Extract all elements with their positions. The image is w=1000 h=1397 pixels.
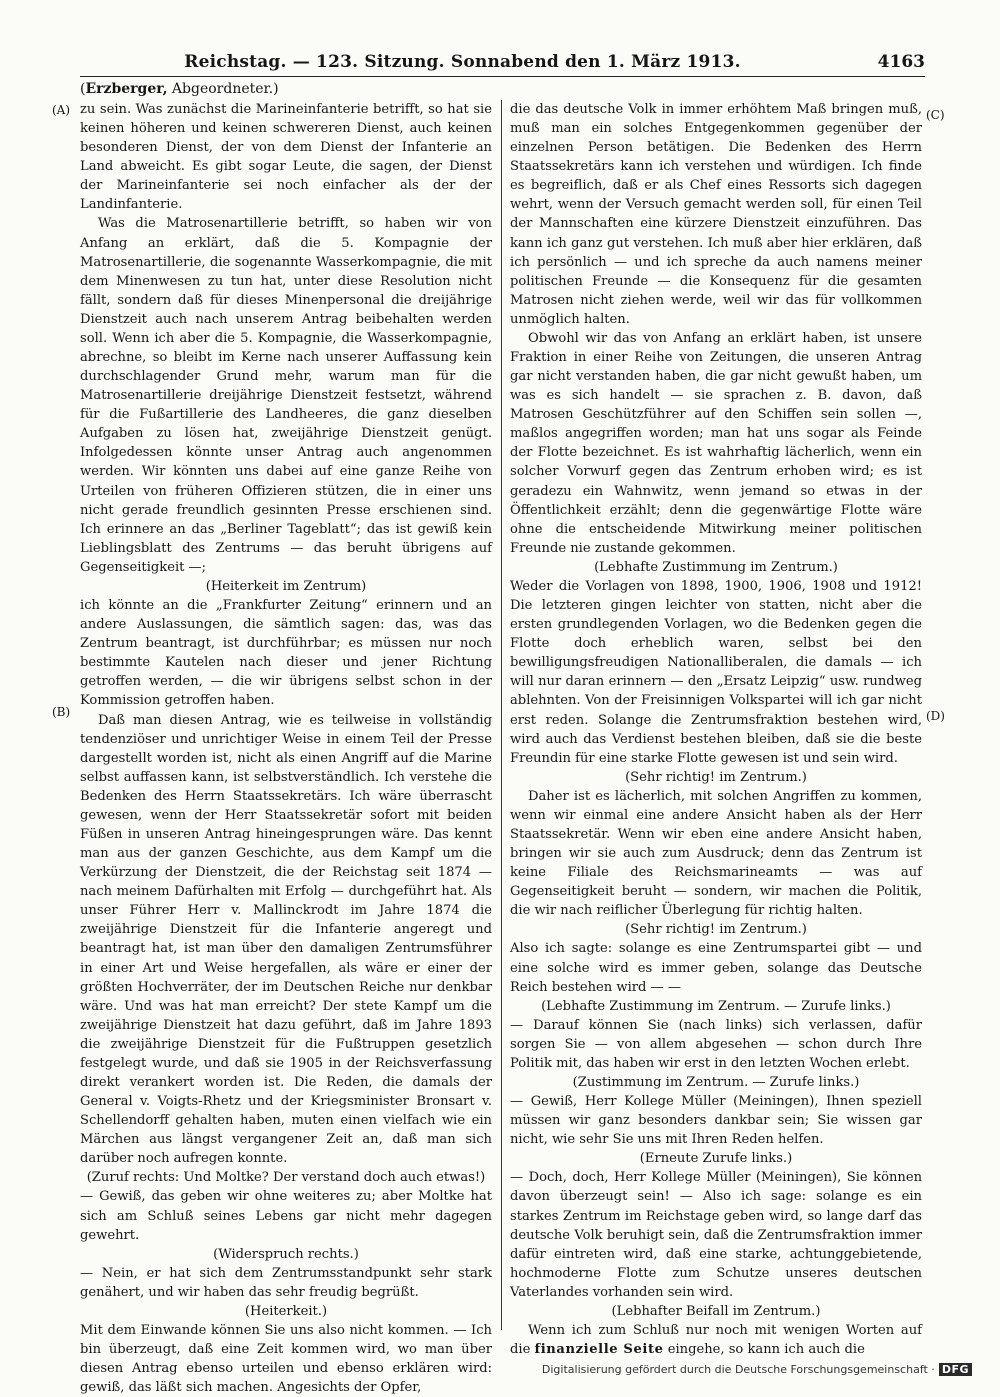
left-column: [80, 100, 492, 1396]
digitization-credit: [542, 1363, 972, 1376]
running-head: Reichstag. — 123. Sitzung. Sonnabend den 1. März 1913.: [184, 52, 741, 72]
paragraph: [510, 939, 922, 996]
paragraph: [510, 329, 922, 558]
margin-mark-b: (B): [52, 705, 71, 719]
interjection: [510, 768, 922, 787]
paragraph: [80, 596, 492, 710]
paragraph-text: (Zuruf rechts: Und Moltke? Der verstand doch auch etwas!): [86, 1170, 486, 1186]
page-number: 4163: [877, 52, 925, 72]
interjection: [510, 1302, 922, 1321]
paragraph: [510, 1321, 922, 1359]
paragraph-text: Obwohl wir das von Anfang an erklärt haben, ist unsere Fraktion in einer Reihe von Zeitungen, die unseren Antrag gar nicht verstanden haben, die gar nicht gewußt haben, um was es sich handelt — sie sprachen z. B. davon, daß Matrosen Geschützführer auf den Schiffen sein sollen —, maßlos angegriffen worden; man hat uns sogar als Feinde der Flotte bezeichnet. Es ist wahrhaftig lächerlich, wenn ein solcher Vorwurf gegen das Zentrum erhoben wird; es ist geradezu ein Wahnwitz, wenn jemand so etwas in der Öffentlichkeit erzählt; denn die gegenwärtige Flotte wäre ohne die entscheidende Mitwirkung meiner politischen Freunde nie zustande gekommen.: [510, 330, 922, 556]
paragraph-text: (Erneute Zurufe links.): [639, 1151, 793, 1167]
paragraph-text: zu sein. Was zunächst die Marineinfanterie betrifft, so hat sie keinen höheren und keinen schwereren Dienst, auch keinen besonderen Dienst, der von dem Dienst der Infanterie an Land abweicht. Es gibt sogar Leute, die sagen, der Dienst der Marineinfanterie sei noch einfacher als der der Landinfanterie.: [80, 102, 492, 213]
paragraph: [80, 1187, 492, 1244]
paragraph-text: Mit dem Einwande können Sie uns also nicht kommen. — Ich bin überzeugt, daß eine Zeit kommen wird, wo man über diesen Antrag ebenso urteilen und ebenso erklären wird: gewiß, das läßt sich machen. Angesichts der Opfer,: [80, 1323, 492, 1396]
paragraph-text-after: eingehe, so kann ich auch die: [663, 1342, 865, 1358]
paragraph: [510, 1092, 922, 1149]
margin-mark-c: (C): [926, 108, 945, 122]
paragraph-text: — Doch, doch, Herr Kollege Müller (Meiningen), Sie können davon überzeugt sein! — Also ich sage: solange es ein starkes Zentrum im Reichstage geben wird, so lange darf das deutsche Volk beruhigt sein, daß die Zentrumsfraktion immer dafür eintreten wird, daß eine starke, achtunggebietende, hochmoderne Flotte zum Schutze unseres deutschen Vaterlandes vorhanden sein wird.: [510, 1170, 922, 1300]
paragraph-text: (Sehr richtig! im Zentrum.): [625, 769, 807, 785]
paragraph: [80, 1321, 492, 1397]
paragraph-text: — Darauf können Sie (nach links) sich verlassen, dafür sorgen Sie — von allem abgesehen — schon durch Ihre Politik mit, das haben wir erst in den letzten Wochen erlebt.: [510, 1017, 922, 1071]
paragraph-text: (Lebhafte Zustimmung im Zentrum. — Zurufe links.): [541, 998, 891, 1014]
paragraph-text: Weder die Vorlagen von 1898, 1900, 1906, 1908 und 1912! Die letzteren gingen leichter von statten, nicht aber die ersten grundlegenden Vorlagen, wo die Bedenken gegen die Flotte doch erheblich waren, selbst bei den bewilligungsfreudigen Nationalliberalen, die damals — ich will nur daran erinnern — den „Ersatz Leipzig“ usw. rundweg ablehnten. Von der Freisinnigen Volkspartei will ich gar nicht erst reden. Solange die Zentrumsfraktion bestehen wird, wird auch das Verdienst bestehen bleiben, daß sie die beste Freundin für eine starke Flotte gewesen ist und sein wird.: [510, 578, 922, 766]
paragraph-text: die das deutsche Volk in immer erhöhtem Maß bringen muß, muß man ein solches Entgegenkommen gegenüber der einzelnen Person betätigen. Die Bedenken des Herrn Staatssekretärs kann ich verstehen und würdigen. Ich finde es begreiflich, daß er als Chef eines Ressorts sich dagegen wehrt, wenn der Versuch gemacht werden soll, für einen Teil der Mannschaften eine kürzere Dienstzeit einzuführen. Das kann ich ganz gut verstehen. Ich muß aber hier erklären, daß ich persönlich — und ich spreche da auch namens meiner politischen Freunde — die Konsequenz für die gesamten Matrosen nicht ziehen werde, weil wir das für vollkommen unmöglich halten.: [510, 102, 922, 327]
paragraph-text: Also ich sagte: solange es eine Zentrumspartei gibt — und eine solche wird es immer geben, solange das Deutsche Reich bestehen wird — —: [510, 941, 922, 995]
paragraph-text: — Nein, er hat sich dem Zentrumsstandpunkt sehr stark genähert, und wir haben das sehr freudig begrüßt.: [80, 1265, 492, 1300]
speaker-line: [80, 81, 279, 97]
paragraph: [510, 577, 922, 768]
margin-mark-a: (A): [52, 103, 71, 117]
speaker-role: Abgeordneter.): [167, 81, 279, 97]
paragraph-text: — Gewiß, das geben wir ohne weiteres zu; aber Moltke hat sich am Schluß seines Lebens gar nicht mehr dagegen gewehrt.: [80, 1189, 492, 1243]
paragraph: [510, 1016, 922, 1073]
interjection: [510, 997, 922, 1016]
interjection: [80, 1245, 492, 1264]
paragraph-text: (Lebhafte Zustimmung im Zentrum.): [594, 559, 838, 575]
paragraph: [80, 214, 492, 576]
interjection: [80, 1302, 492, 1321]
paragraph-text: Wenn ich zum Schluß nur noch mit wenigen Worten auf die: [510, 1323, 922, 1358]
paragraph: [510, 1168, 922, 1302]
paragraph-text: (Heiterkeit.): [244, 1303, 328, 1319]
paragraph-text: ich könnte an die „Frankfurter Zeitung“ erinnern und an andere Auslassungen, die sämtlich sagen: das, was das Zentrum beantragt, ist durchführbar; es müssen nur noch bestimmte Kautelen nach dieser und jener Richtung getroffen werden, — die wir übrigens selbst schon in der Kommission getroffen haben.: [80, 598, 492, 709]
paragraph-text: Daß man diesen Antrag, wie es teilweise in vollständig tendenziöser und unrichtiger Weise in einem Teil der Presse dargestellt worden ist, nicht als einen Angriff auf die Marine selbst auffassen kann, ist selbstverständlich. Ich verstehe die Bedenken des Herrn Staatssekretärs. Ich wäre überrascht gewesen, wenn der Herr Staatssekretär sofort mit beiden Füßen in unseren Antrag hineingesprungen wäre. Das kennt man aus der ganzen Geschichte, aus dem Kampf um die Verkürzung der Dienstzeit, die der Reichstag seit 1874 — nach meinem Dafürhalten mit Erfolg — durchgeführt hat. Als unser Führer Herr v. Mallinckrodt im Jahre 1874 die zweijährige Dienstzeit für die Infanterie angeregt und beantragt hat, ist man über den damaligen Zentrumsführer in einer Art und Weise hergefallen, als wäre er einer der größten Hochverräter, der im Deutschen Reiche nur denkbar wäre. Und was hat man erreicht? Der stete Kampf um die zweijährige Dienstzeit hat dazu geführt, daß im Jahre 1893 die zweijährige Dienstzeit für die Fußtruppen gesetzlich festgelegt wurde, und daß sie 1905 in der Reichsverfassung direkt verankert worden ist. Die Reden, die damals der General v. Voigts-Rhetz und der Kriegsminister Bronsart v. Schellendorff gehalten haben, muten einen vielfach wie ein Märchen aus längst vergangener Zeit an, daß man sich darüber noch aufregen konnte.: [80, 712, 492, 1167]
paragraph-text: (Sehr richtig! im Zentrum.): [625, 922, 807, 938]
paragraph: [80, 1264, 492, 1302]
column-divider: [501, 100, 502, 1330]
paragraph: [80, 711, 492, 1169]
emphasized-text: finanzielle Seite: [534, 1342, 664, 1358]
right-column: [510, 100, 922, 1358]
paragraph-text: (Lebhafter Beifall im Zentrum.): [611, 1303, 821, 1319]
margin-mark-d: (D): [926, 709, 945, 723]
interjection: [510, 558, 922, 577]
speaker-open: (: [80, 81, 86, 97]
credit-text: Digitalisierung gefördert durch die Deutsche Forschungsgemeinschaft ·: [541, 1363, 935, 1376]
paragraph-text: (Zustimmung im Zentrum. — Zurufe links.): [572, 1074, 860, 1090]
header-rule: [80, 76, 925, 77]
interjection: [510, 920, 922, 939]
paragraph: [510, 100, 922, 329]
interjection: [80, 1168, 492, 1187]
interjection: [510, 1149, 922, 1168]
interjection: [510, 1073, 922, 1092]
paragraph-text: (Widerspruch rechts.): [213, 1246, 359, 1262]
paragraph-text: — Gewiß, Herr Kollege Müller (Meiningen), Ihnen speziell müssen wir ganz besonders dankbar sein; Sie wissen gar nicht, wie sehr Sie uns mit Ihren Reden helfen.: [510, 1094, 922, 1148]
paragraph-text: Daher ist es lächerlich, mit solchen Angriffen zu kommen, wenn wir einmal eine andere Ansicht haben als der Herr Staatssekretär. Wenn wir eben eine andere Ansicht haben, bringen wir sie auch zum Ausdruck; denn das Zentrum ist keine Filiale des Reichsmarineamts — was auf Gegenseitigkeit beruht — sondern, wir machen die Politik, die wir nach reiflicher Überlegung für richtig halten.: [510, 788, 922, 919]
paragraph: [510, 787, 922, 921]
dfg-logo: DFG: [939, 1363, 972, 1376]
speaker-name: Erzberger,: [85, 81, 168, 97]
paragraph: [80, 100, 492, 214]
interjection: [80, 577, 492, 596]
page-header: [80, 52, 925, 78]
paragraph-text: (Heiterkeit im Zentrum): [205, 578, 367, 594]
paragraph-text: Was die Matrosenartillerie betrifft, so haben wir von Anfang an erklärt, daß die 5. Kompagnie der Matrosenartillerie, die sogenannte Wasserkompagnie, die mit dem Minenwesen zu tun hat, unter diese Resolution nicht fällt, sondern daß für dieses Minenpersonal die dreijährige Dienstzeit auch nach unserem Antrag beibehalten werden soll. Wenn ich aber die 5. Kompagnie, die Wasserkompagnie, abrechne, so bleibt im Kerne nach unserer Auffassung kein durchschlagender Grund mehr, warum man für die Matrosenartillerie dreijährige Dienstzeit festsetzt, während für die Fußartillerie des Landheeres, die ganz dieselben Aufgaben zu lösen hat, zweijährige Dienstzeit genügt. Infolgedessen könnte unser Antrag auch angenommen werden. Wir könnten uns dabei auf eine ganze Reihe von Urteilen von früheren Offizieren stützen, die in einer uns nicht gerade freundlich gesinnten Presse erschienen sind. Ich erinnere an das „Berliner Tageblatt“; das ist gewiß kein Lieblingsblatt des Zentrums — das beruht übrigens auf Gegenseitigkeit —;: [80, 216, 492, 575]
